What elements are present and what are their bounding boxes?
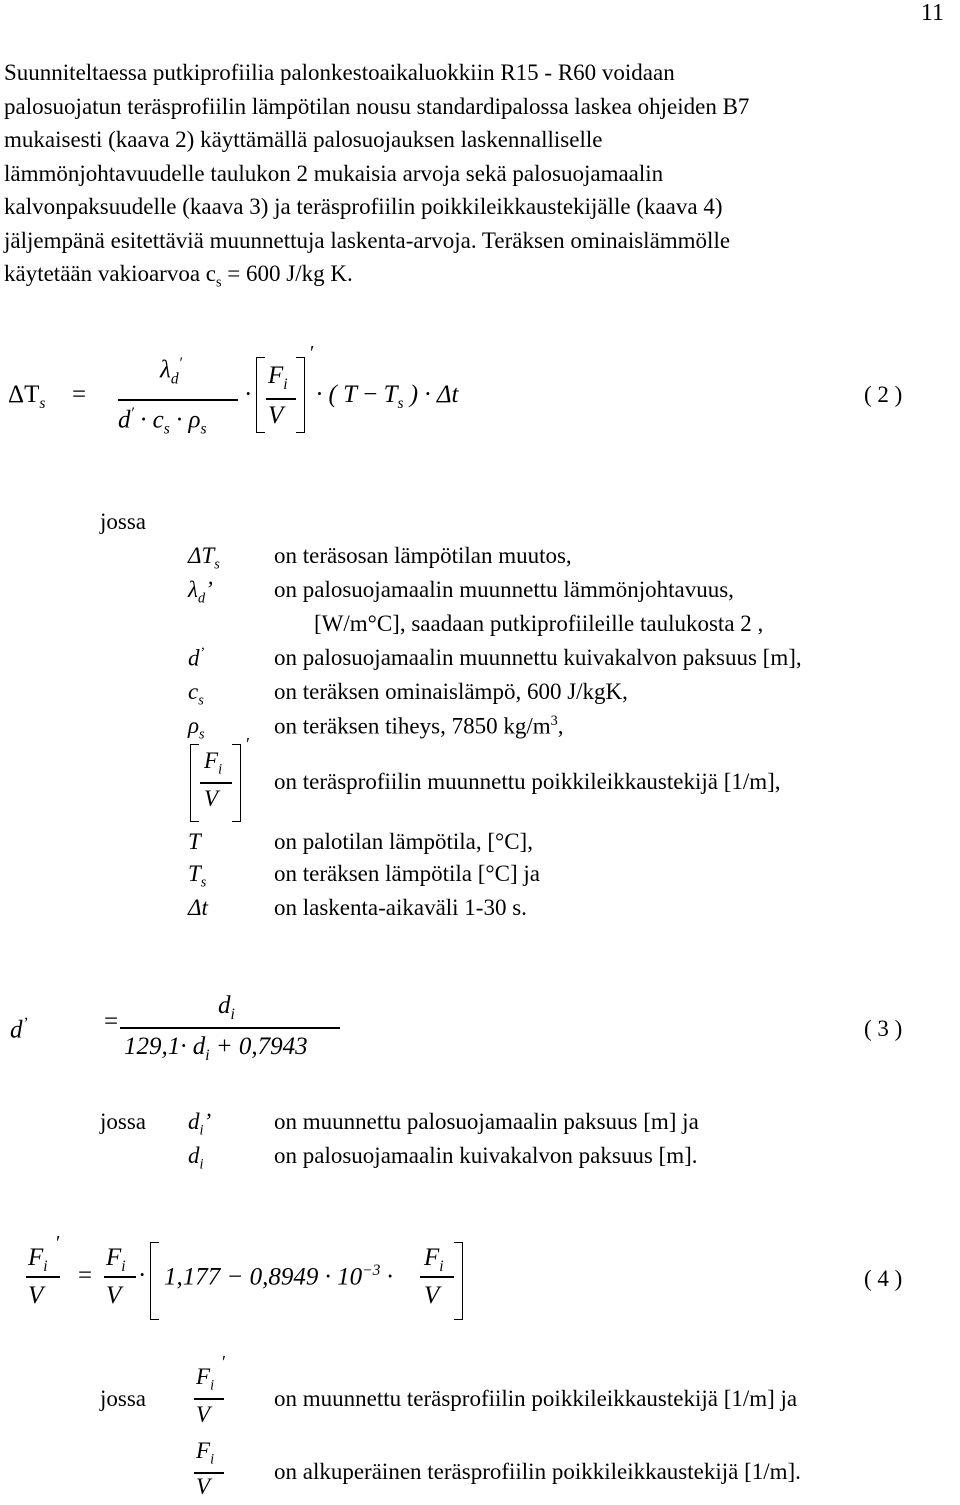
intro-line: jäljempänä esitettäviä muunnettuja laskenta-arvoja. Teräksen ominaislämmölle — [4, 227, 731, 253]
intro-line: Suunniteltaessa putkiprofiilia palonkestoaikaluokkiin R15 - R60 voidaan — [4, 60, 675, 85]
def-symbol: $\lambda_d$’ — [188, 577, 213, 607]
def-symbol: $d_i$’ — [188, 1109, 212, 1139]
jossa-label: jossa — [100, 1109, 146, 1134]
eq4-lhs-prime: ′ — [56, 1232, 61, 1254]
eq4-inner: $1,177 - 0,8949 \cdot 10^{-3}$ · — [164, 1262, 393, 1291]
def-symbol: T — [188, 829, 201, 854]
def-text: on teräsosan lämpötilan muutos, — [274, 543, 572, 568]
def-text: on palosuojamaalin kuivakalvon paksuus [m]. — [274, 1143, 698, 1168]
def-text: on palosuojamaalin muunnettu lämmönjohtavuus, — [274, 577, 734, 602]
def-symbol: d’ — [188, 645, 205, 671]
eq2-bracket-right — [296, 357, 305, 433]
eq3-numerator: $d_i$ — [218, 992, 235, 1023]
jossa-label: jossa — [100, 1386, 146, 1411]
eq2-tail: · ( $T - T_s$ ) · Δt — [316, 381, 459, 412]
eq2-frac-F: $F_i$ — [268, 362, 288, 393]
intro-line: lämmönjohtavuudelle taulukon 2 mukaisia arvoja sekä palosuojamaalin — [4, 160, 664, 186]
def-fv-bracket-right — [232, 744, 241, 822]
jossa-label: jossa — [100, 509, 146, 534]
eq2-equals: = — [72, 381, 87, 408]
eq2-fv-bar — [266, 398, 296, 400]
eq4-rhs-V: V — [106, 1282, 122, 1309]
def-text: on alkuperäinen teräsprofiilin poikkileikkaustekijä [1/m]. — [274, 1459, 801, 1484]
def-text: on palotilan lämpötila, [°C], — [274, 829, 533, 854]
def-text: on teräksen lämpötila [°C] ja — [274, 861, 540, 886]
eq2-lhs: $\Delta T_s$ — [8, 381, 46, 412]
eq4-inner-F: $F_i$ — [424, 1244, 444, 1275]
def-text: on laskenta-aikaväli 1-30 s. — [274, 895, 527, 920]
intro-line: käytetään vakioarvoa $c_s = 600$ J/kg K. — [4, 261, 353, 291]
eq2-denominator: $d' \cdot c_s \cdot \rho_s$ — [118, 405, 207, 438]
intro-paragraph — [4, 56, 944, 300]
eq4-bracket-left — [150, 1242, 159, 1320]
eq2-number: ( 2 ) — [864, 382, 903, 407]
eq4-number: ( 4 ) — [864, 1266, 903, 1291]
def-fv-prime: ′ — [246, 734, 250, 754]
def-F: $F_i$ — [196, 1438, 215, 1468]
eq2-dot: · — [244, 381, 253, 408]
intro-line: mukaisesti (kaava 2) käyttämällä palosuojauksen laskennalliselle — [4, 127, 603, 152]
eq4-inner-bar — [420, 1276, 454, 1278]
def-text: on teräksen tiheys, 7850 $kg/m^3$, — [274, 713, 564, 739]
def-text: on muunnettu palosuojamaalin paksuus [m] ja — [274, 1109, 699, 1134]
def-fv-F: $F_i$ — [204, 748, 223, 778]
eq3-number: ( 3 ) — [864, 1016, 903, 1041]
def-text: on palosuojamaalin muunnettu kuivakalvon paksuus [m], — [274, 645, 802, 670]
eq4-bracket-right — [454, 1242, 463, 1320]
intro-line: palosuojatun teräsprofiilin lämpötilan nousu standardipalossa laskea ohjeiden B7 — [4, 93, 750, 119]
eq4-rhs-bar — [104, 1276, 136, 1278]
eq2-fv-prime: ′ — [310, 342, 315, 364]
def-symbol: $\rho_s$ — [188, 713, 205, 743]
eq2-bracket-left — [256, 357, 265, 433]
def-symbol: $d_i$ — [188, 1143, 204, 1173]
eq4-lhs-F: $F_i$ — [28, 1244, 48, 1275]
eq4-rhs-F: $F_i$ — [106, 1244, 126, 1275]
eq3-fraction-bar — [120, 1027, 340, 1029]
def-V: V — [196, 1402, 211, 1427]
eq4-equals: = — [78, 1262, 93, 1289]
eq4-lhs-V: V — [28, 1282, 44, 1309]
eq3-lhs: d’ — [10, 1015, 28, 1044]
def-F-prime: $F_i$ — [196, 1364, 215, 1394]
def-text: on teräsprofiilin muunnettu poikkileikkaustekijä [1/m], — [274, 769, 781, 794]
def-fv-bracket-left — [190, 744, 199, 822]
def-symbol: $c_s$ — [188, 679, 204, 709]
eq3-equals: = — [104, 1008, 119, 1035]
def-fv-V: V — [204, 786, 219, 811]
eq2-fraction-bar — [118, 399, 238, 401]
def-text: on muunnettu teräsprofiilin poikkileikkaustekijä [1/m] ja — [274, 1386, 798, 1411]
def-prime: ′ — [222, 1352, 226, 1372]
def-V: V — [196, 1474, 211, 1499]
eq4-lhs-bar — [26, 1276, 60, 1278]
def-text: [W/m°C], saadaan putkiprofiileille taulukosta 2 , — [314, 611, 764, 636]
def-fv-bar — [200, 782, 232, 784]
eq2-numerator: $\lambda_d'$ — [160, 355, 182, 388]
eq4-inner-V: V — [424, 1282, 440, 1309]
page-number: 11 — [920, 0, 944, 26]
def-text: on teräksen ominaislämpö, 600 J/kgK, — [274, 679, 628, 704]
def-symbol: Δt — [188, 895, 208, 920]
def-symbol: $T_s$ — [188, 861, 207, 891]
eq3-denominator: $129,1\cdot d_i + 0,7943$ — [124, 1033, 308, 1064]
intro-line: kalvonpaksuudelle (kaava 3) ja teräsprofiilin poikkileikkaustekijälle (kaava 4) — [4, 194, 723, 219]
def-symbol: $\Delta T_s$ — [188, 543, 220, 573]
def-fv-bar-1 — [194, 1398, 224, 1400]
eq2-frac-V: V — [268, 402, 284, 429]
eq4-dot: · — [138, 1262, 147, 1289]
